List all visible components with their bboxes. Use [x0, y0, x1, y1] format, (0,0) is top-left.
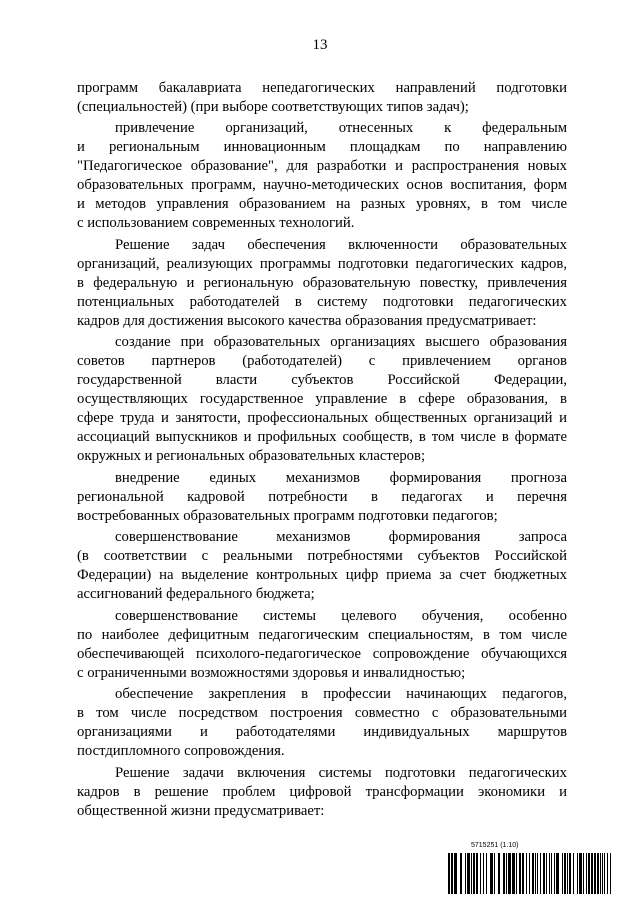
- page-number: 13: [312, 37, 328, 53]
- barcode-bar: [567, 853, 568, 894]
- text-line: обеспечение закрепления в профессии начинающих педагогов,: [115, 686, 567, 702]
- barcode-bar: [535, 853, 536, 894]
- barcode-bar: [498, 853, 500, 894]
- document-body: [77, 79, 567, 821]
- barcode-bar: [549, 853, 550, 894]
- text-line: востребованных образовательных программ подготовки педагогов;: [77, 507, 498, 524]
- barcode-bar: [586, 853, 587, 894]
- barcode-bar: [556, 853, 559, 894]
- barcode-bar: [506, 853, 507, 894]
- barcode-bar: [597, 853, 599, 894]
- text-line: Решение задач обеспечения включенности образовательных: [115, 236, 567, 253]
- barcode-bar: [562, 853, 563, 894]
- barcode-bar: [607, 853, 608, 894]
- text-line: окружных и региональных образовательных кластеров;: [77, 448, 426, 464]
- text-line: совершенствование системы целевого обучения, особенно: [115, 607, 567, 624]
- text-line: (в соответствии с реальными потребностями субъектов Российской: [77, 548, 567, 564]
- text-line: региональной кадровой потребности в педагогах и перечня: [77, 488, 567, 505]
- text-line: совершенствование механизмов формирования запроса: [115, 529, 567, 545]
- paragraph-admission-quotas: [77, 528, 567, 604]
- barcode-bar: [503, 853, 505, 894]
- barcode-bar: [583, 853, 584, 894]
- barcode-bar: [454, 853, 457, 894]
- text-line: советов партнеров (работодателей) с привлечением органов: [77, 353, 567, 369]
- barcode-bar: [569, 853, 571, 894]
- text-line: и региональным инновационным площадкам по направлению: [77, 139, 567, 155]
- paragraph-inclusion-tasks: [77, 236, 567, 331]
- barcode-bar: [460, 853, 462, 894]
- barcode-bar: [448, 853, 450, 894]
- barcode-bar: [508, 853, 511, 894]
- barcode-bar: [519, 853, 521, 894]
- barcode-bar: [573, 853, 574, 894]
- paragraph-targeted-training: [77, 607, 567, 683]
- barcode-bar: [465, 853, 466, 894]
- barcode-bar: [604, 853, 605, 894]
- barcode-bar: [610, 853, 611, 894]
- paragraph-partner-councils: [77, 333, 567, 466]
- barcode-bar: [486, 853, 487, 894]
- text-line: ассигнований федерального бюджета;: [77, 586, 315, 602]
- text-line: Федерации) на выделение контрольных цифр приема за счет бюджетных: [77, 567, 567, 583]
- barcode-bar: [554, 853, 555, 894]
- barcode-bar: [526, 853, 527, 894]
- text-line: внедрение единых механизмов формирования прогноза: [115, 469, 567, 486]
- text-line: в федеральную и региональную образовательную повестку, привлечения: [77, 274, 567, 291]
- text-line: организаций, реализующих программы подготовки педагогических кадров,: [77, 255, 567, 272]
- text-line: программ бакалавриата непедагогических направлений подготовки: [77, 79, 567, 96]
- text-line: образовательных программ, научно-методических основ воспитания, форм: [77, 177, 567, 193]
- barcode-bar: [494, 853, 495, 894]
- text-line: государственной власти субъектов Российской Федерации,: [77, 372, 567, 388]
- barcode-bar: [540, 853, 541, 894]
- text-line: постдипломного сопровождения.: [77, 743, 285, 759]
- text-line: осуществляющих государственное управление в сфере образования, в: [77, 391, 567, 407]
- barcode-bar: [588, 853, 590, 894]
- barcode-bar: [551, 853, 552, 894]
- barcode-bar: [600, 853, 601, 894]
- text-line: организациями и работодателями индивидуальных маршрутов: [77, 724, 567, 740]
- barcode-bar: [476, 853, 478, 894]
- barcode-bar: [546, 853, 547, 894]
- text-line: создание при образовательных организациях высшего образования: [115, 334, 567, 350]
- paragraph-innovation-platforms: [77, 119, 567, 233]
- text-line: и методов управления образованием на разных уровнях, в том числе: [77, 196, 567, 212]
- text-line: Решение задачи включения системы подготовки педагогических: [115, 764, 567, 781]
- barcode-bar: [512, 853, 515, 894]
- text-line: (специальностей) (при выборе соответствующих типов задач);: [77, 98, 469, 115]
- barcode-bar: [532, 853, 534, 894]
- paragraph-digital-transformation: [77, 764, 567, 821]
- barcode-bar: [594, 853, 596, 894]
- text-line: сфере труда и занятости, профессиональных общественных организаций и: [77, 410, 567, 426]
- text-line: ассоциаций выпускников и профильных сообществ, в том числе в формате: [77, 429, 567, 445]
- text-line: кадров в решение проблем цифровой трансформации экономики и: [77, 783, 567, 800]
- text-line: в том числе посредством построения совместно с образовательными: [77, 705, 567, 721]
- barcode-bar: [577, 853, 578, 894]
- paragraph-demand-forecast: [77, 469, 567, 526]
- barcode-bar: [579, 853, 582, 894]
- barcode-bar: [471, 853, 472, 894]
- text-line: общественной жизни предусматривает:: [77, 802, 325, 819]
- barcode-bar: [537, 853, 538, 894]
- text-line: обеспечивающей психолого-педагогическое сопровождение обучающихся: [77, 645, 567, 662]
- barcode-bar: [543, 853, 545, 894]
- text-line: "Педагогическое образование", для разработки и распространения новых: [77, 158, 567, 174]
- barcode-bar: [591, 853, 593, 894]
- barcode-bar: [522, 853, 524, 894]
- text-line: по наиболее дефицитным педагогическим специальностям, в том числе: [77, 626, 567, 643]
- text-line: кадров для достижения высокого качества образования предусматривает:: [77, 312, 537, 329]
- barcode-bar: [451, 853, 453, 894]
- barcode-bar: [473, 853, 475, 894]
- barcode-bar: [483, 853, 484, 894]
- barcode-bar: [480, 853, 481, 894]
- paragraph-young-teachers-retention: [77, 685, 567, 761]
- barcode-label: 5715251 (1.10): [471, 842, 519, 849]
- barcode-bar: [516, 853, 517, 894]
- barcode-bar: [564, 853, 566, 894]
- text-line: с использованием современных технологий.: [77, 215, 355, 231]
- text-line: потенциальных работодателей в систему подготовки педагогических: [77, 293, 567, 310]
- text-line: с ограниченными возможностями здоровья и инвалидностью;: [77, 664, 466, 681]
- barcode-bar: [467, 853, 470, 894]
- barcode-bar: [529, 853, 530, 894]
- text-line: привлечение организаций, отнесенных к федеральным: [115, 120, 567, 136]
- barcode-bar: [602, 853, 603, 894]
- barcode-bar: [490, 853, 493, 894]
- barcode: [448, 853, 611, 894]
- paragraph-bachelor-programs-continued: [77, 79, 567, 117]
